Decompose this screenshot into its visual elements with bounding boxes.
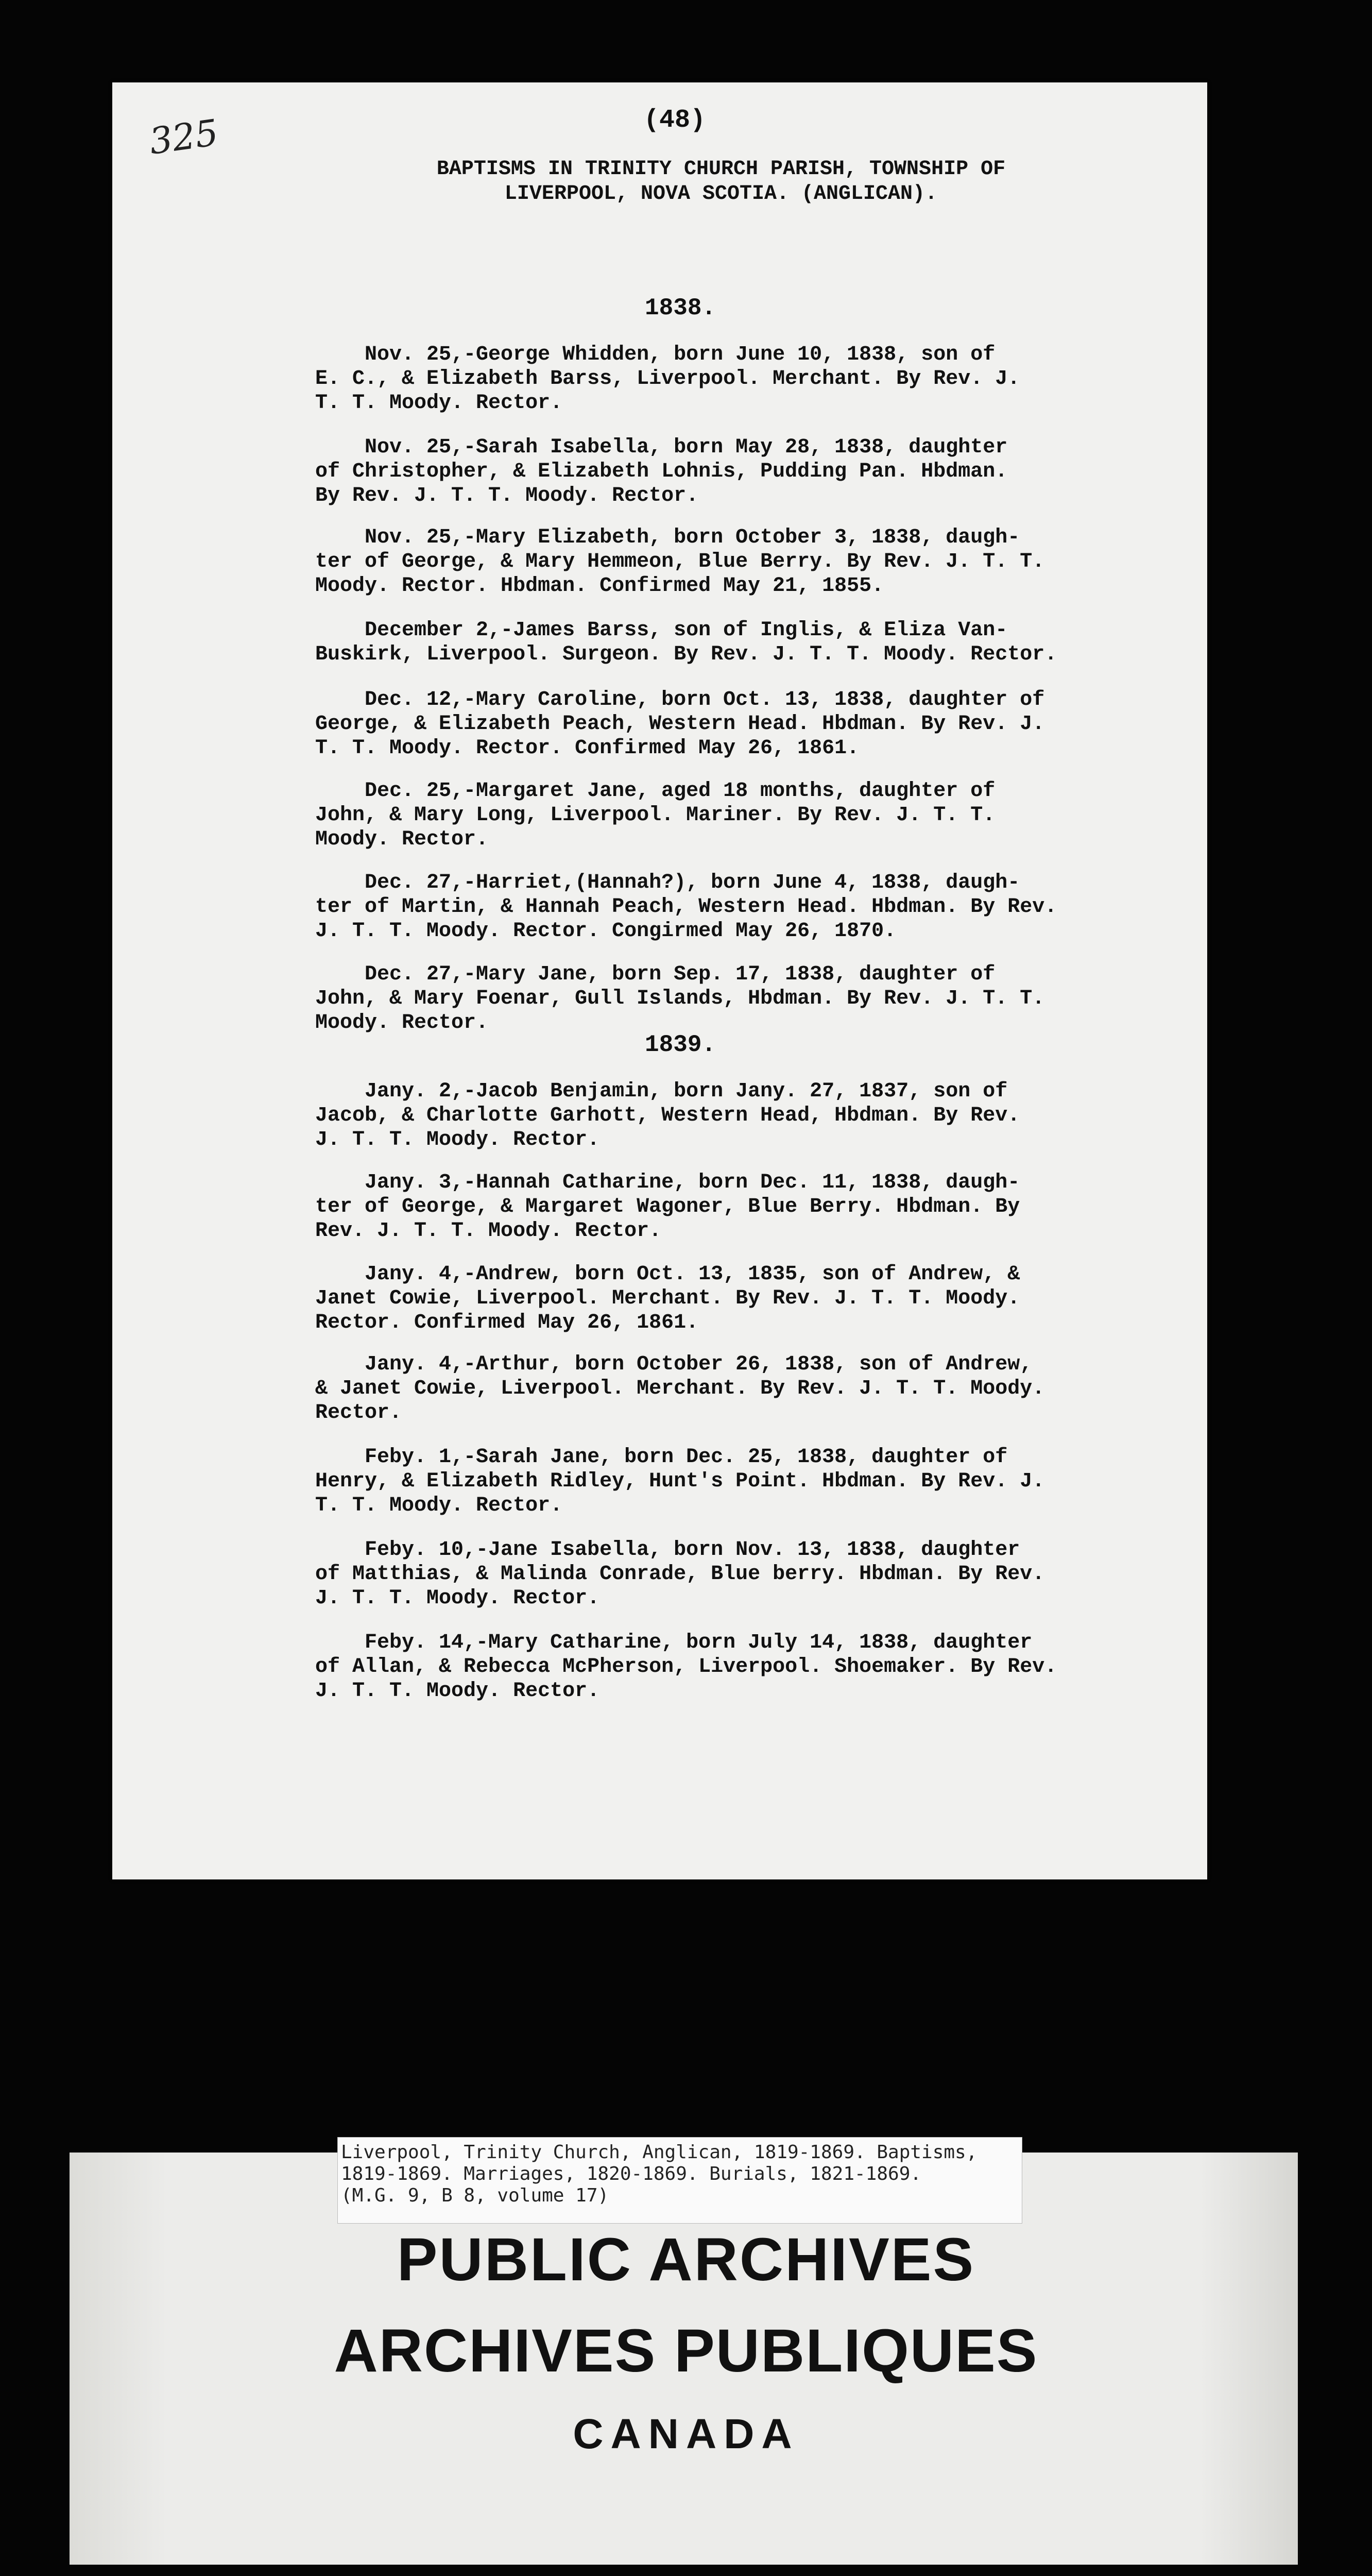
page-title-line-2: LIVERPOOL, NOVA SCOTIA. (ANGLICAN). [504, 182, 938, 206]
year-heading-1838: 1838. [645, 295, 716, 321]
handwritten-annotation: 325 [146, 111, 221, 163]
page-number: (48) [644, 106, 706, 135]
baptism-entry: Feby. 1,-Sarah Jane, born Dec. 25, 1838, daughter of Henry, & Elizabeth Ridley, Hunt's Point. Hbdman. By Rev. J. T. T. Moody. Rector. [315, 1446, 1045, 1517]
baptism-entry: Nov. 25,-Mary Elizabeth, born October 3, 1838, daugh- ter of George, & Mary Hemmeon, Blue Berry. By Rev. J. T. T. Moody. Rector. Hbdman. Confirmed May 21, 1855. [315, 526, 1045, 598]
baptism-entry: Dec. 12,-Mary Caroline, born Oct. 13, 1838, daughter of George, & Elizabeth Peach, Western Head. Hbdman. By Rev. J. T. T. Moody. Rector. Confirmed May 26, 1861. [315, 688, 1045, 760]
baptism-entry: Nov. 25,-Sarah Isabella, born May 28, 1838, daughter of Christopher, & Elizabeth Lohnis, Pudding Pan. Hbdman. By Rev. J. T. T. Moody. Rector. [315, 436, 1008, 507]
year-heading-1839: 1839. [645, 1031, 716, 1058]
archives-publiques-heading: ARCHIVES PUBLIQUES [334, 2317, 1038, 2385]
baptism-entry: Jany. 4,-Andrew, born Oct. 13, 1835, son of Andrew, & Janet Cowie, Liverpool. Merchant. By Rev. J. T. T. Moody. Rector. Confirmed May 26, 1861. [315, 1263, 1020, 1334]
baptism-entry: Dec. 27,-Mary Jane, born Sep. 17, 1838, daughter of John, & Mary Foenar, Gull Islands, Hbdman. By Rev. J. T. T. Moody. Rector. [315, 963, 1045, 1035]
label-line-1: Liverpool, Trinity Church, Anglican, 1819-1869. Baptisms, [341, 2142, 977, 2163]
baptism-entry: Dec. 27,-Harriet,(Hannah?), born June 4, 1838, daugh- ter of Martin, & Hannah Peach, Western Head. Hbdman. By Rev. J. T. T. Moody. Rector. Congirmed May 26, 1870. [315, 871, 1057, 943]
baptism-entry: Dec. 25,-Margaret Jane, aged 18 months, daughter of John, & Mary Long, Liverpool. Mariner. By Rev. J. T. T. Moody. Rector. [315, 779, 996, 851]
canada-heading: CANADA [573, 2411, 799, 2458]
public-archives-heading: PUBLIC ARCHIVES [397, 2226, 975, 2294]
label-line-3: (M.G. 9, B 8, volume 17) [341, 2185, 609, 2206]
baptism-entry: Feby. 14,-Mary Catharine, born July 14, 1838, daughter of Allan, & Rebecca McPherson, Liverpool. Shoemaker. By Rev. J. T. T. Moody. Rector. [315, 1631, 1057, 1703]
archives-reference-label [337, 2137, 1022, 2224]
page-title-line-1: BAPTISMS IN TRINITY CHURCH PARISH, TOWNSHIP OF [436, 158, 1006, 181]
baptism-entry: Jany. 3,-Hannah Catharine, born Dec. 11, 1838, daugh- ter of George, & Margaret Wagoner, Blue Berry. Hbdman. By Rev. J. T. T. Moody. Rector. [315, 1171, 1020, 1243]
baptism-entry: Nov. 25,-George Whidden, born June 10, 1838, son of E. C., & Elizabeth Barss, Liverpool. Merchant. By Rev. J. T. T. Moody. Rector. [315, 343, 1020, 415]
label-line-2: 1819-1869. Marriages, 1820-1869. Burials, 1821-1869. [341, 2163, 922, 2184]
baptism-entry: Jany. 2,-Jacob Benjamin, born Jany. 27, 1837, son of Jacob, & Charlotte Garhott, Western Head, Hbdman. By Rev. J. T. T. Moody. Rector. [315, 1080, 1020, 1151]
baptism-entry: December 2,-James Barss, son of Inglis, & Eliza Van- Buskirk, Liverpool. Surgeon. By Rev. J. T. T. Moody. Rector. [315, 619, 1057, 666]
baptism-entry: Feby. 10,-Jane Isabella, born Nov. 13, 1838, daughter of Matthias, & Malinda Conrade, Blue berry. Hbdman. By Rev. J. T. T. Moody. Rector. [315, 1538, 1045, 1610]
baptism-entry: Jany. 4,-Arthur, born October 26, 1838, son of Andrew, & Janet Cowie, Liverpool. Merchant. By Rev. J. T. T. Moody. Rector. [315, 1353, 1045, 1425]
